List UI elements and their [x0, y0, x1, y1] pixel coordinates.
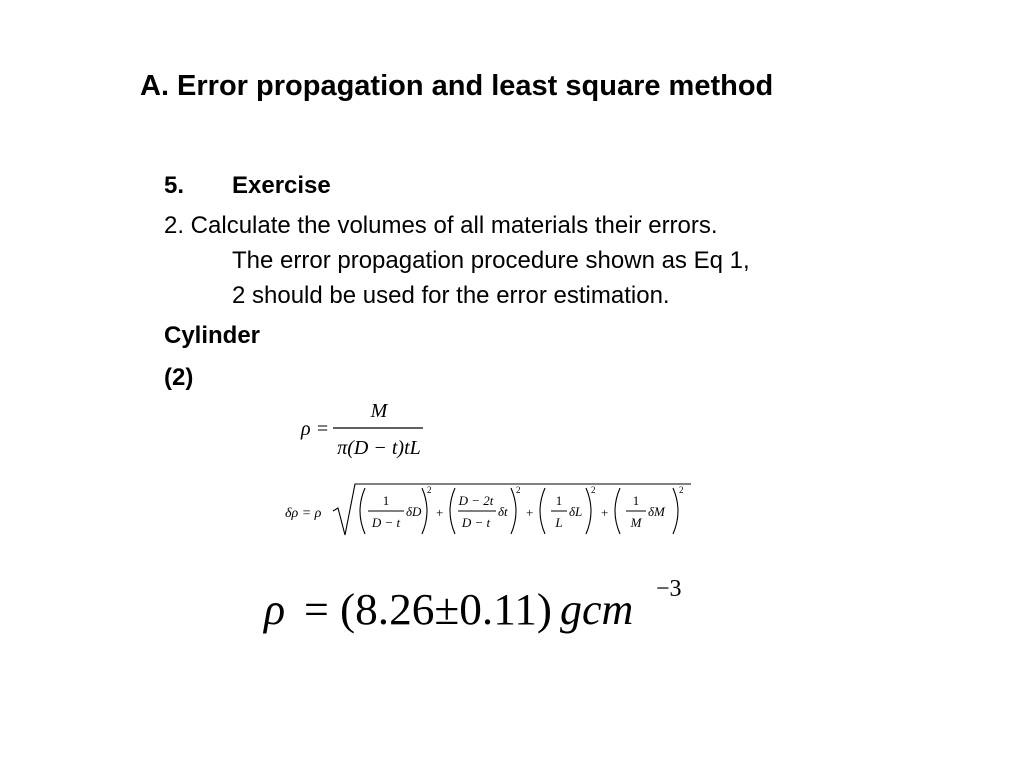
result-equation [262, 572, 702, 642]
result-value: (8.26±0.11) [340, 585, 552, 634]
density-denominator: π(D − t)tL [337, 437, 421, 459]
term3-exp: 2 [591, 485, 596, 495]
density-equation [295, 395, 435, 465]
term4-var: δM [648, 504, 665, 519]
result-equals: = [304, 585, 329, 634]
term3-left-paren [540, 488, 545, 534]
term2-exp: 2 [516, 485, 521, 495]
term4-exp: 2 [679, 485, 684, 495]
term2-num: D − 2t [458, 493, 494, 508]
term1-left-paren [360, 488, 365, 534]
term2-var: δt [498, 504, 508, 519]
term4-num: 1 [632, 493, 640, 508]
plus-1: + [436, 505, 444, 520]
result-unit-exponent: −3 [656, 576, 682, 602]
result-unit: gcm [560, 585, 634, 634]
paragraph-line-3: 2 should be used for the error estimation. [232, 282, 670, 309]
section-number: 5. [164, 172, 185, 199]
term1-var: δD [406, 504, 422, 519]
term3-var: δL [569, 504, 583, 519]
paragraph-line-2: The error propagation procedure shown as Eq 1, [232, 247, 750, 274]
term3-num: 1 [555, 493, 563, 508]
density-numerator: M [370, 400, 388, 422]
section-heading: Exercise [232, 172, 331, 199]
error-equation [283, 480, 703, 542]
plus-2: + [526, 505, 534, 520]
plus-3: + [601, 505, 609, 520]
term4-right-paren [673, 488, 678, 534]
result-symbol: ρ [264, 585, 286, 634]
term2-left-paren [450, 488, 455, 534]
paragraph-line-1: 2. Calculate the volumes of all materials their errors. [164, 212, 718, 239]
equation-label: (2) [164, 364, 194, 391]
term1-exp: 2 [427, 485, 432, 495]
error-lhs: δρ = ρ [285, 506, 322, 521]
term4-left-paren [615, 488, 620, 534]
term1-num: 1 [382, 493, 390, 508]
term2-den: D − t [461, 515, 491, 530]
density-lhs: ρ = [301, 418, 330, 440]
term1-den: D − t [371, 515, 401, 530]
term3-den: L [555, 515, 563, 530]
term4-den: M [630, 515, 642, 530]
slide-title: A. Error propagation and least square method [140, 70, 774, 102]
subject-label: Cylinder [164, 322, 261, 349]
